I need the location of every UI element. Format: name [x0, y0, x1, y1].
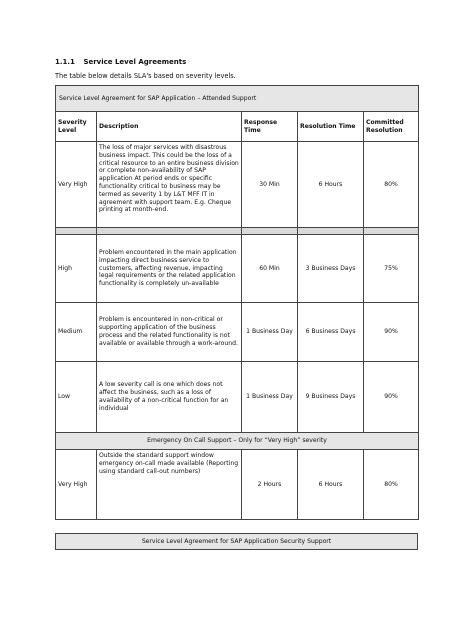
resolution-cell: 6 Business Days [298, 303, 364, 362]
intro-text: The table below details SLA's based on severity levels. [55, 72, 236, 80]
resolution-cell: 3 Business Days [298, 235, 364, 303]
row-divider [56, 228, 419, 235]
response-cell: 60 Min [242, 235, 298, 303]
table-row [56, 450, 419, 520]
section-title: Service Level Agreements [83, 58, 187, 66]
severity-cell: Very High [56, 450, 97, 520]
table-row [56, 303, 419, 362]
committed-cell: 90% [364, 362, 419, 433]
response-cell: 1 Business Day [242, 303, 298, 362]
resolution-cell: 9 Business Days [298, 362, 364, 433]
header-response: Response Time [242, 112, 298, 142]
security-support-table-title: Service Level Agreement for SAP Application Security Support [55, 533, 418, 550]
table-row [56, 235, 419, 303]
section-heading [55, 58, 186, 66]
header-severity: Severity Level [56, 112, 97, 142]
header-description: Description [97, 112, 242, 142]
header-resolution: Resolution Time [298, 112, 364, 142]
committed-cell: 80% [364, 142, 419, 228]
severity-cell: Medium [56, 303, 97, 362]
response-cell: 1 Business Day [242, 362, 298, 433]
resolution-cell: 6 Hours [298, 142, 364, 228]
section-number: 1.1.1 [55, 58, 75, 66]
description-cell: Outside the standard support window emergency on-call made available (Reporting using standard call-out numbers) [97, 450, 242, 520]
table-row [56, 362, 419, 433]
committed-cell: 80% [364, 450, 419, 520]
description-cell: Problem encountered in the main application impacting direct business service to customers, affecting revenue, impacting legal requirements or the related application functionality is completely un-available [97, 235, 242, 303]
committed-cell: 75% [364, 235, 419, 303]
severity-cell: Very High [56, 142, 97, 228]
response-cell: 2 Hours [242, 450, 298, 520]
emergency-support-title: Emergency On Call Support – Only for “Very High” severity [56, 433, 419, 450]
header-committed: Committed Resolution [364, 112, 419, 142]
description-cell: Problem is encountered in non-critical or supporting application of the business process and the related functionality is not available or available through a work-around. [97, 303, 242, 362]
table-title: Service Level Agreement for SAP Application – Attended Support [56, 86, 419, 112]
severity-cell: Low [56, 362, 97, 433]
response-cell: 30 Min [242, 142, 298, 228]
resolution-cell: 6 Hours [298, 450, 364, 520]
description-cell: A low severity call is one which does not affect the business, such as a loss of availability of a non-critical function for an individual [97, 362, 242, 433]
table-row [56, 142, 419, 228]
severity-cell: High [56, 235, 97, 303]
sla-table [55, 85, 419, 520]
committed-cell: 90% [364, 303, 419, 362]
description-cell: The loss of major services with disastrous business impact. This could be the loss of a critical resource to an entire business division or complete non-availability of SAP application At period ends or specific functionality critical to business may be termed as severity 1 by L&T MFF IT in agreement with support team. E.g. Cheque printing at month-end. [97, 142, 242, 228]
table-header-row [56, 112, 419, 142]
